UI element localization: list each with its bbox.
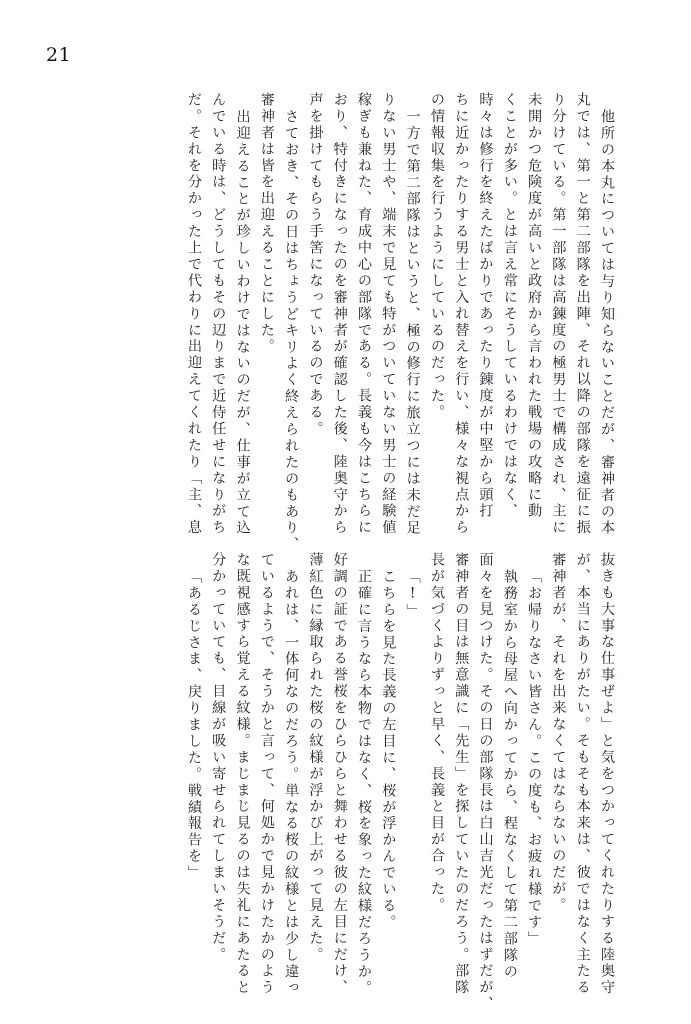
text-column: 「お帰りなさい皆さん。この度も、お疲れ様です」 (526, 568, 543, 947)
text-column: 審神者は皆を出迎えることにした。 (258, 92, 275, 356)
text-column: 分かっていても、目線が吸い寄せられてしまいそうだ。 (210, 552, 227, 964)
text-column: んでいる時は、どうしてもその辺りまで近侍任せになりがち (210, 92, 227, 537)
text-column: 審神者が、それを出来なくてはならないのだが。 (550, 552, 567, 914)
text-column: こちらを見た長義の左目に、桜が浮かんでいる。 (380, 568, 397, 931)
text-column: おり、特付きになったのを審神者が確認した後、陸奥守から (331, 92, 348, 537)
text-column: 長が気づくよりずっと早く、長義と目が合った。 (428, 552, 445, 914)
text-column: さておき、その日はちょうどキリよく終えられたのもあり、 (283, 108, 300, 553)
text-column: くことが多い。とは言え常にそうしているわけではなく、 (501, 92, 518, 520)
text-column: 面々を見つけた。その日の部隊長は白山吉光だったはずだが、 (477, 552, 494, 1013)
text-column: 抜きも大事な仕事ぜよ」と気をつかってくれたりする陸奥守 (599, 552, 615, 997)
text-column: の情報収集を行うようにしているのだった。 (428, 92, 445, 421)
text-column: が、本当にありがたい。そもそも本来は、彼ではなく主たる (574, 552, 591, 997)
text-column: 丸では、第一と第二部隊を出陣、それ以降の部隊を遠征に振 (574, 92, 591, 537)
text-column: 「!」 (404, 568, 421, 620)
text-column: 稼ぎも兼ねた、育成中心の部隊である。長義も今はこちらに (356, 92, 373, 537)
text-block-lower (46, 552, 615, 1013)
text-column: な既視感すら覚える紋様。まじまじ見るのは失礼にあたると (234, 552, 251, 997)
text-column: 未開かつ危険度が高いと政府から言われた戦場の攻略に動 (526, 92, 543, 520)
text-column: り分けている。第一部隊は高錬度の極男士で構成され、主に (550, 92, 567, 537)
text-column: 声を掛けてもらう手筈になっているのである。 (307, 92, 324, 438)
text-column: 「あるじさま、戻りました。戦績報告を」 (185, 568, 202, 882)
text-column: 薄紅色に縁取られた桜の紋様が浮かび上がって見えた。 (307, 552, 324, 964)
text-column: 執務室から母屋へ向かってから、程なくして第二部隊の (501, 568, 518, 980)
text-column: 審神者の目は無意識に「先生」を探していたのだろう。部隊 (453, 552, 470, 997)
page-number: 21 (46, 44, 72, 66)
text-column: 正確に言うなら本物ではなく、桜を象った紋様だろうか。 (356, 568, 373, 997)
text-column: 一方で第二部隊はというと、極の修行に旅立つには未だ足 (404, 108, 421, 537)
text-column: 好調の証である誉桜をひらひらと舞わせる彼の左目にだけ、 (331, 552, 348, 997)
text-column: あれは、一体何なのだろう。単なる桜の紋様とは少し違っ (283, 568, 300, 997)
text-column: だ。それを分かった上で代わりに出迎えてくれたり「主、息 (185, 92, 202, 537)
text-column: 他所の本丸については与り知らないことだが、審神者の本 (599, 108, 615, 537)
text-column: 時々は修行を終えたばかりであったり錬度が中堅から頭打 (477, 92, 494, 520)
text-block-upper (46, 92, 615, 553)
text-column: 出迎えることが珍しいわけではないのだが、仕事が立て込 (234, 108, 251, 537)
text-column: ているようで、そうかと言って、何処かで見かけたかのよう (258, 552, 275, 997)
text-column: ちに近かったりする男士と入れ替えを行い、様々な視点から (453, 92, 470, 537)
text-column: りない男士や、端末で見ても特がついていない男士の経験値 (380, 92, 397, 537)
